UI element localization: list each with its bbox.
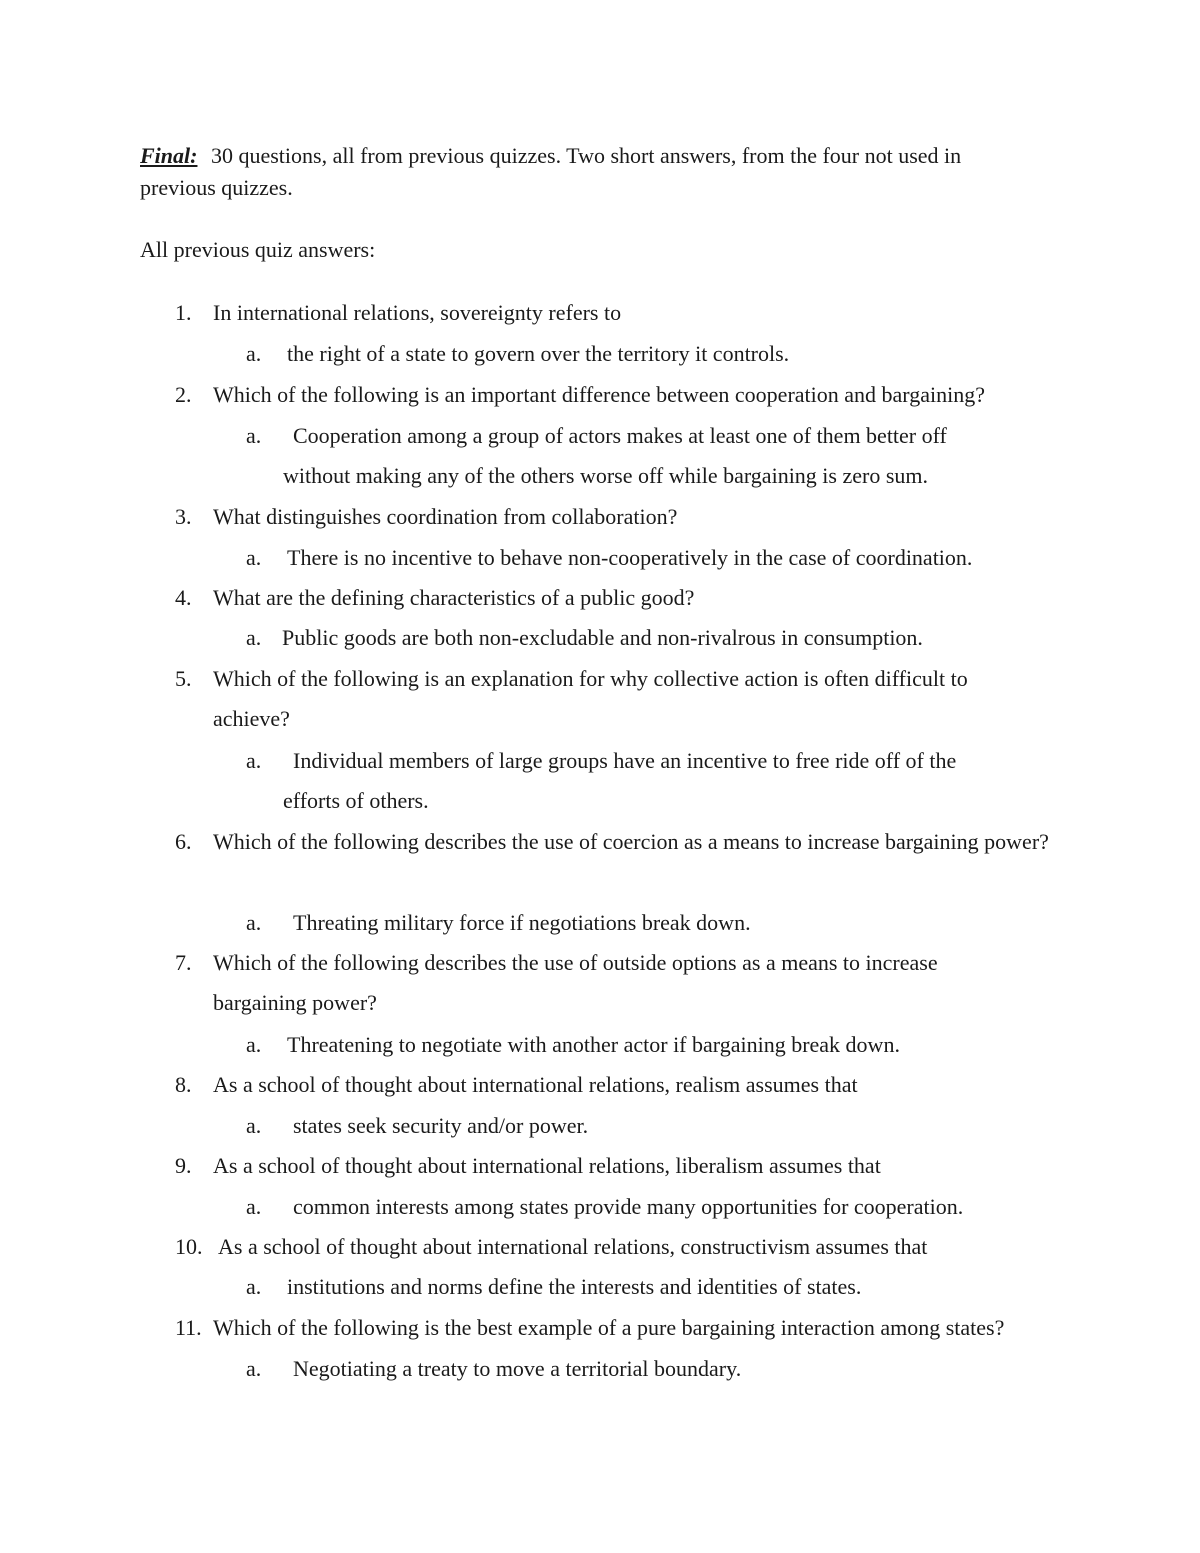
answer-text: Negotiating a treaty to move a territorial boundary. [293,1356,742,1381]
question-text: As a school of thought about international relations, liberalism assumes that [213,1153,881,1178]
answer-letter: a. [246,625,262,650]
question-text: Which of the following is the best example of a pure bargaining interaction among states? [213,1315,1005,1340]
answer-text [283,416,983,496]
answer-letter: a. [246,748,262,773]
answer-text: Threatening to negotiate with another actor if bargaining break down. [287,1032,900,1057]
question-number: 1. [175,300,192,325]
question-number: 8. [175,1072,192,1097]
answer-letter: a. [246,1356,262,1381]
answer-letter: a. [246,1274,262,1299]
question-text: As a school of thought about international relations, constructivism assumes that [218,1234,928,1259]
question-text: Which of the following describes the use of coercion as a means to increase bargaining power? [213,829,1049,854]
question-text: Which of the following is an important difference between cooperation and bargaining? [213,382,985,407]
question-text: As a school of thought about international relations, realism assumes that [213,1072,858,1097]
question-number: 10. [175,1234,203,1259]
question-text: Which of the following is an explanation for why collective action is often difficult to achieve? [213,666,968,731]
answer-letter: a. [246,341,262,366]
question-number: 3. [175,504,192,529]
answer-text: the right of a state to govern over the territory it controls. [287,341,790,366]
question-number: 11. [175,1315,202,1340]
final-label: Final: [140,143,198,168]
answer-letter: a. [246,1032,262,1057]
question-text: What distinguishes coordination from collaboration? [213,504,678,529]
question-text: What are the defining characteristics of a public good? [213,585,695,610]
question-number: 4. [175,585,192,610]
question-text: In international relations, sovereignty refers to [213,300,622,325]
answer-letter: a. [246,1113,262,1138]
answer-letter: a. [246,423,262,448]
answer-text-line: Cooperation among a group of actors makes at least one of them better off without making any of the others worse off while bargaining is zero sum. [283,423,947,488]
answer-text: Public goods are both non-excludable and non-rivalrous in consumption. [282,625,923,650]
question-number: 2. [175,382,192,407]
question-number: 7. [175,950,192,975]
answer-letter: a. [246,545,262,570]
answer-text: Individual members of large groups have an incentive to free ride off of the efforts of others. [283,748,957,813]
question-text: Which of the following describes the use of outside options as a means to increase bargaining power? [213,950,938,1015]
question-number: 5. [175,666,192,691]
question-number: 6. [175,829,192,854]
answer-letter: a. [246,910,262,935]
answer-text: institutions and norms define the interests and identities of states. [287,1274,862,1299]
final-intro [140,140,1040,204]
answer-text: Threating military force if negotiations break down. [293,910,751,935]
answer-letter: a. [246,1194,262,1219]
answer-text: states seek security and/or power. [293,1113,589,1138]
question-number: 9. [175,1153,192,1178]
final-description: 30 questions, all from previous quizzes. Two short answers, from the four not used in previous quizzes. [140,143,962,200]
answer-text: common interests among states provide many opportunities for cooperation. [293,1194,964,1219]
answer-text: There is no incentive to behave non-cooperatively in the case of coordination. [287,545,973,570]
section-subhead: All previous quiz answers: [140,237,376,262]
